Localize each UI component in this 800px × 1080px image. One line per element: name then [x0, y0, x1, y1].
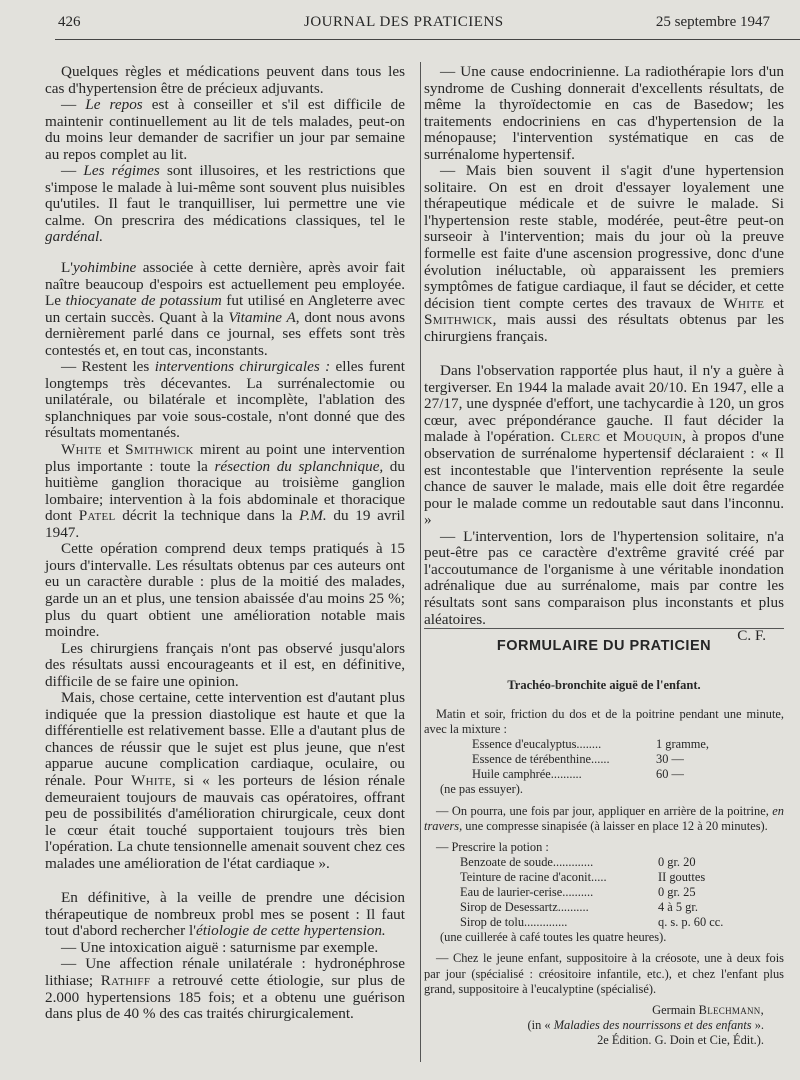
formulary-subtitle: Trachéo-bronchite aiguë de l'enfant.	[507, 678, 701, 692]
potion-table	[460, 855, 723, 930]
right-column	[424, 64, 784, 645]
paragraph: Dans l'observation rapportée plus haut, il n'y a guère à tergiverser. En 1944 la malade avait 20/10. En 1947, elle a 27/17, une dyspnée d'effort, une tachycardie à 120, un gros cœur, avec prépondérance gauche. Il faut décider la malade à l'opération. Clerc et Mouquin, à propos d'une observation de surrénalome hypertensif déclaraient : « Il est incontestable que l'intervention représente la seule chance de sauver le malade, mais elle doit être regardée pour le malade comme un redoutable saut dans l'inconnu. »	[424, 362, 785, 529]
ingredient-row: Sirop de tolu.............. q. s. p. 60 cc.	[460, 915, 724, 930]
potion-note: (une cuillerée à café toutes les quatre heures).	[440, 930, 667, 945]
paragraph: — Une cause endocrinienne. La radiothérapie lors d'un syndrome de Cushing donnerait d'excellents résultats, de même la thyroïdectomie en cas de Basedow; les traitements endocriniens en cas d'hypertension de la ménopause; l'intervention systématique en cas de surrénalome hypertensif.	[424, 63, 784, 163]
author-credit: Germain Blechmann,	[652, 1002, 764, 1017]
paragraph: — Mais bien souvent il s'agit d'une hypertension solitaire. On est en droit d'essayer loyalement une thérapeutique médicale et de suivre le malade. Si l'hypertension reste stable, modérée, peut-être peut-on surseoir à l'intervention; mais du jour où la preuve formelle est faite d'une ascension progressive, donc d'une évolution inéluctable, où apparaissent les premiers symptômes de fatigue cardiaque, il faut se décider, et cette décision tient compte certes des travaux de White et Smithwick, mais aussi des résultats obtenus par les chirurgiens français.	[424, 162, 784, 345]
paragraph: — Prescrire la potion :	[436, 839, 549, 854]
paragraph: Matin et soir, friction du dos et de la poitrine pendant une minute, avec la mixture :	[424, 707, 784, 737]
formulary-body	[424, 707, 784, 1048]
ingredient-row: Teinture de racine d'aconit..... II gouttes	[460, 869, 706, 884]
left-column	[45, 64, 405, 1023]
paragraph: White et Smithwick mirent au point une intervention plus importante : toute la résection du splanchnique, du huitième ganglion thoracique au troisième ganglion lombaire; intervention à la fois abdominale et thoracique dont Patel décrit la technique dans la P.M. du 19 avril 1947.	[45, 441, 406, 541]
ingredient-row: Essence d'eucalyptus........ 1 gramme,	[472, 737, 709, 752]
ingredient-row: Essence de térébenthine...... 30 —	[472, 752, 684, 767]
paragraph: En définitive, à la veille de prendre une décision thérapeutique de nombreux probl mes se posent : Il faut tout d'abord rechercher l'étiologie de cette hypertension.	[45, 889, 405, 940]
mixture-note: (ne pas essuyer).	[440, 782, 523, 797]
paragraph: — Une intoxication aiguë : saturnisme par exemple.	[61, 938, 379, 956]
author-initials: C. F.	[737, 627, 766, 645]
paragraph: — Chez le jeune enfant, suppositoire à la créosote, une à deux fois par jour (spécialisé : créositoire infantile, etc.), et chez l'enfant plus grand, suppositoire à l'eucalyptine (spécialisé).	[424, 951, 784, 996]
ingredient-row: Huile camphrée.......... 60 —	[472, 767, 684, 782]
edition-line: 2e Édition. G. Doin et Cie, Édit.).	[597, 1032, 764, 1047]
page-number: 426	[58, 14, 81, 30]
paragraph: — Les régimes sont illusoires, et les restrictions que s'impose le malade à lui-même sont souvent plus nuisibles qu'utiles. Il faut le tranquilliser, lui permettre une vie calme. On prescrira des médications classiques, tel le gardénal.	[45, 162, 406, 246]
ingredient-row: Benzoate de soude............. 0 gr. 20	[460, 854, 696, 869]
mixture-table	[472, 737, 709, 782]
source-citation: (in « Maladies des nourrissons et des enfants ».	[527, 1017, 764, 1032]
paragraph: Les chirurgiens français n'ont pas observé jusqu'alors des résultats aussi encourageants et il est, en définitive, difficile de se faire une opinion.	[45, 639, 405, 690]
paragraph: — Le repos est à conseiller et s'il est difficile de maintenir continuellement au lit de tels malades, peut-on du moins leur demander de sacrifier un jour par semaine au repos complet au lit.	[45, 96, 406, 163]
journal-title: JOURNAL DES PRATICIENS	[304, 14, 504, 30]
paragraph: — L'intervention, lors de l'hypertension solitaire, n'a peut-être pas ce caractère d'extrême gravité créé par l'accoutumance de l'organisme à une véritable inondation adrénalique due au surrénalome, mais par contre les résultats sont sans comparaison plus inconstants et plus aléatoires.	[424, 527, 784, 628]
column-divider	[420, 62, 421, 1062]
ingredient-row: Sirop de Desessartz.......... 4 à 5 gr.	[460, 900, 698, 915]
formulary-title: FORMULAIRE DU PRATICIEN	[496, 638, 712, 654]
section-rule	[424, 628, 784, 629]
ingredient-row: Eau de laurier-cerise.......... 0 gr. 25	[460, 885, 696, 900]
paragraph: — On pourra, une fois par jour, appliquer en arrière de la poitrine, en travers, une compresse sinapisée (à laisser en place 12 à 20 minutes).	[424, 803, 784, 833]
paragraph: — Une affection rénale unilatérale : hydronéphrose lithiase; Rathiff a retrouvé cette étiologie, sur plus de 2.000 hypertensions 185 fois; et a obtenu une guérison dans plus de 40 % des cas traités chirurgicalement.	[45, 955, 406, 1023]
issue-date: 25 septembre 1947	[655, 14, 770, 30]
paragraph: Mais, chose certaine, cette intervention est d'autant plus indiquée que la pression diastolique est haute et que la différentielle est relativement basse. Elle a d'autant plus de chances de réussir que le sujet est plus jeune, que n'est apparue aucune complication cardiaque, oculaire, ou rénale. Pour White, si « les porteurs de lésion rénale demeuraient toujours de mauvais cas opératoires, offrant peu de possibilités d'amélioration chirurgicale, ceux dont le cœur était touché supportaient toujours très bien l'opération. La chute tensionnelle amenait souvent chez ces malades une amélioration de l'état cardiaque ».	[45, 689, 405, 872]
page-header	[58, 14, 770, 36]
paragraph: — Restent les interventions chirurgicales : elles furent longtemps très décevantes. La surrénalectomie ou unilatérale, ou bilatérale et incomplète, l'ablation des splanchniques par voie sous-costale, n'ont donné que des résultats momentanés.	[45, 358, 405, 442]
paragraph: Quelques règles et médications peuvent dans tous les cas d'hypertension être de précieux adjuvants.	[45, 63, 405, 97]
header-rule	[55, 39, 800, 40]
paragraph: Cette opération comprend deux temps pratiqués à 15 jours d'intervalle. Les résultats obtenus par ces auteurs ont eu un caractère durable : plus de la moitié des malades, garde un an et plus, une tension abaissée d'au moins 25 %; plus du quart obtient une amélioration notable mais moindre.	[45, 540, 405, 641]
paragraph: L'yohimbine associée à cette dernière, après avoir fait naître beaucoup d'espoirs est actuellement peu employée. Le thiocyanate de potassium fut utilisé en Angleterre avec un certain succès. Quant à la Vitamine A, dont nous avons dernièrement parlé dans ce journal, ses effets sont très contestés et, en tout cas, inconstants.	[45, 259, 405, 359]
